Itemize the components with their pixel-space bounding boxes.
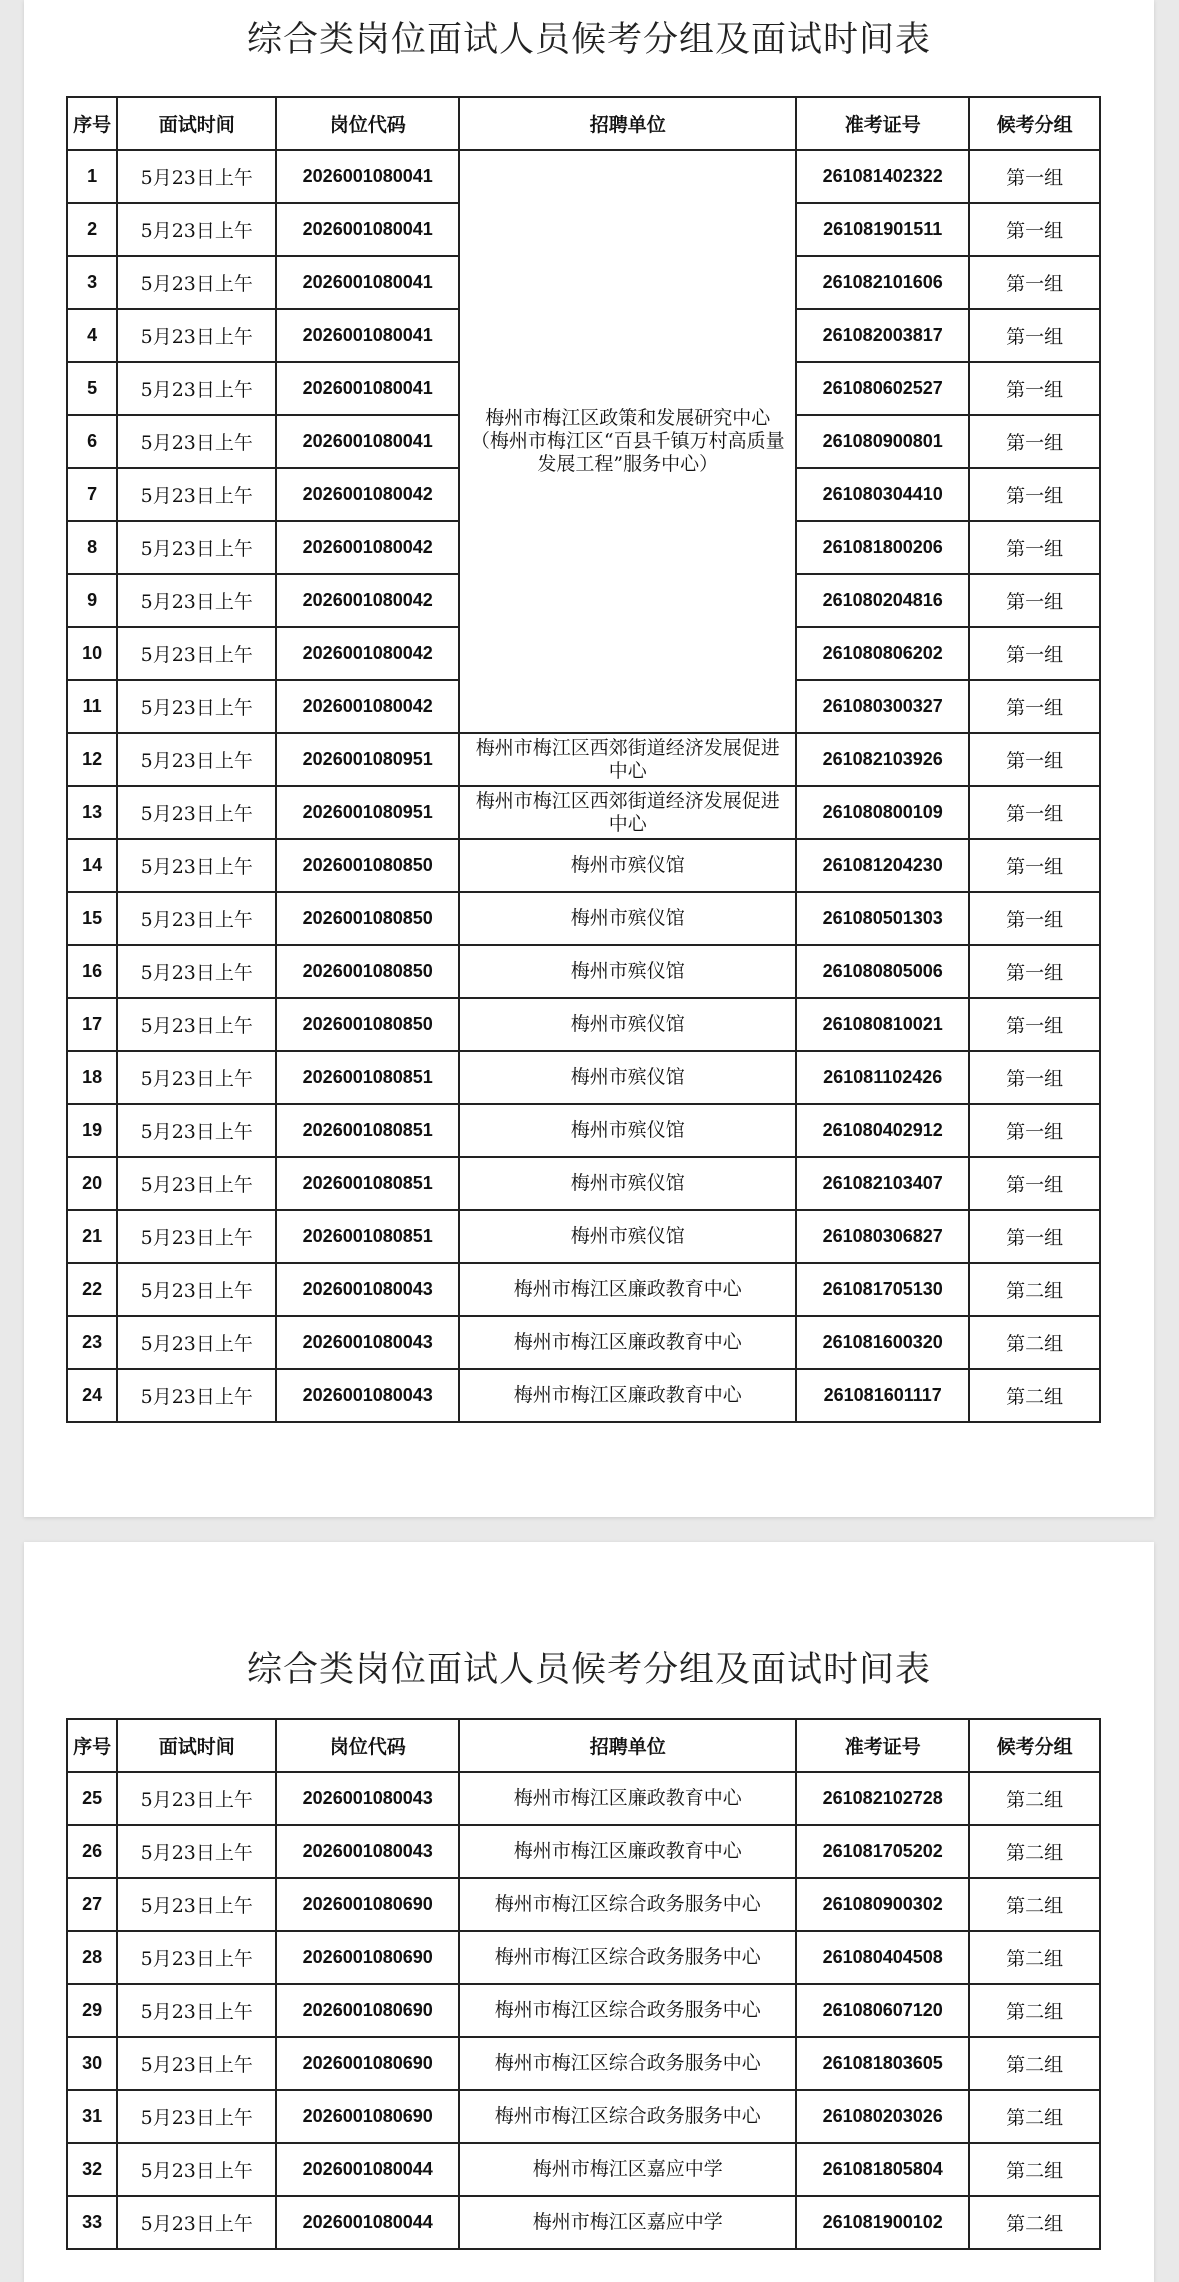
admission-ticket-cell: 261080607120 bbox=[796, 1984, 969, 2037]
table-row bbox=[67, 1104, 1100, 1157]
position-code-cell: 2026001080951 bbox=[276, 786, 459, 839]
admission-ticket-cell: 261080501303 bbox=[796, 892, 969, 945]
admission-ticket-cell: 261081800206 bbox=[796, 521, 969, 574]
interview-time-cell: 5月23日上午 bbox=[117, 627, 276, 680]
table-row bbox=[67, 1210, 1100, 1263]
interview-time-cell: 5月23日上午 bbox=[117, 680, 276, 733]
schedule-table-body bbox=[67, 1772, 1100, 2249]
interview-time-cell: 5月23日上午 bbox=[117, 1825, 276, 1878]
admission-ticket-cell: 261080306827 bbox=[796, 1210, 969, 1263]
admission-ticket-cell: 261080602527 bbox=[796, 362, 969, 415]
admission-ticket-cell: 261080204816 bbox=[796, 574, 969, 627]
hiring-unit-cell: 梅州市殡仪馆 bbox=[459, 1157, 796, 1210]
interview-time-cell: 5月23日上午 bbox=[117, 574, 276, 627]
serial-number-cell: 12 bbox=[67, 733, 117, 786]
admission-ticket-cell: 261082103407 bbox=[796, 1157, 969, 1210]
position-code-cell: 2026001080044 bbox=[276, 2196, 459, 2249]
waiting-group-cell: 第一组 bbox=[969, 309, 1100, 362]
position-code-cell: 2026001080041 bbox=[276, 362, 459, 415]
interview-time-cell: 5月23日上午 bbox=[117, 1263, 276, 1316]
interview-time-cell: 5月23日上午 bbox=[117, 1104, 276, 1157]
position-code-cell: 2026001080041 bbox=[276, 150, 459, 203]
interview-time-cell: 5月23日上午 bbox=[117, 2037, 276, 2090]
hiring-unit-cell: 梅州市殡仪馆 bbox=[459, 998, 796, 1051]
serial-number-cell: 32 bbox=[67, 2143, 117, 2196]
position-code-cell: 2026001080041 bbox=[276, 203, 459, 256]
position-code-cell: 2026001080041 bbox=[276, 415, 459, 468]
admission-ticket-cell: 261081600320 bbox=[796, 1316, 969, 1369]
table-row bbox=[67, 1984, 1100, 2037]
header-serial-number: 序号 bbox=[67, 97, 117, 150]
interview-time-cell: 5月23日上午 bbox=[117, 2090, 276, 2143]
admission-ticket-cell: 261081402322 bbox=[796, 150, 969, 203]
interview-time-cell: 5月23日上午 bbox=[117, 415, 276, 468]
table-row bbox=[67, 998, 1100, 1051]
admission-ticket-cell: 261080805006 bbox=[796, 945, 969, 998]
admission-ticket-cell: 261080304410 bbox=[796, 468, 969, 521]
admission-ticket-cell: 261080402912 bbox=[796, 1104, 969, 1157]
admission-ticket-cell: 261081705130 bbox=[796, 1263, 969, 1316]
serial-number-cell: 30 bbox=[67, 2037, 117, 2090]
waiting-group-cell: 第二组 bbox=[969, 1772, 1100, 1825]
position-code-cell: 2026001080850 bbox=[276, 892, 459, 945]
position-code-cell: 2026001080850 bbox=[276, 839, 459, 892]
schedule-table-body bbox=[67, 150, 1100, 1422]
hiring-unit-merged-cell: 梅州市梅江区政策和发展研究中心（梅州市梅江区“百县千镇万村高质量发展工程”服务中心） bbox=[459, 150, 796, 733]
table-row bbox=[67, 1825, 1100, 1878]
interview-time-cell: 5月23日上午 bbox=[117, 203, 276, 256]
serial-number-cell: 6 bbox=[67, 415, 117, 468]
position-code-cell: 2026001080041 bbox=[276, 309, 459, 362]
serial-number-cell: 1 bbox=[67, 150, 117, 203]
waiting-group-cell: 第二组 bbox=[969, 1931, 1100, 1984]
interview-time-cell: 5月23日上午 bbox=[117, 2196, 276, 2249]
position-code-cell: 2026001080690 bbox=[276, 2090, 459, 2143]
position-code-cell: 2026001080851 bbox=[276, 1104, 459, 1157]
serial-number-cell: 28 bbox=[67, 1931, 117, 1984]
serial-number-cell: 29 bbox=[67, 1984, 117, 2037]
admission-ticket-cell: 261080900801 bbox=[796, 415, 969, 468]
serial-number-cell: 22 bbox=[67, 1263, 117, 1316]
hiring-unit-cell: 梅州市梅江区综合政务服务中心 bbox=[459, 2037, 796, 2090]
hiring-unit-cell: 梅州市殡仪馆 bbox=[459, 839, 796, 892]
hiring-unit-cell: 梅州市殡仪馆 bbox=[459, 1210, 796, 1263]
table-row bbox=[67, 1878, 1100, 1931]
table-row bbox=[67, 1369, 1100, 1422]
hiring-unit-cell: 梅州市梅江区综合政务服务中心 bbox=[459, 2090, 796, 2143]
serial-number-cell: 21 bbox=[67, 1210, 117, 1263]
schedule-table bbox=[66, 1718, 1101, 2250]
hiring-unit-cell: 梅州市梅江区廉政教育中心 bbox=[459, 1369, 796, 1422]
serial-number-cell: 13 bbox=[67, 786, 117, 839]
admission-ticket-cell: 261080404508 bbox=[796, 1931, 969, 1984]
hiring-unit-cell: 梅州市殡仪馆 bbox=[459, 945, 796, 998]
waiting-group-cell: 第二组 bbox=[969, 2196, 1100, 2249]
interview-time-cell: 5月23日上午 bbox=[117, 839, 276, 892]
hiring-unit-cell: 梅州市梅江区嘉应中学 bbox=[459, 2143, 796, 2196]
serial-number-cell: 27 bbox=[67, 1878, 117, 1931]
table-header-row bbox=[67, 97, 1100, 150]
admission-ticket-cell: 261081901511 bbox=[796, 203, 969, 256]
header-admission-ticket: 准考证号 bbox=[796, 97, 969, 150]
admission-ticket-cell: 261081805804 bbox=[796, 2143, 969, 2196]
hiring-unit-cell: 梅州市梅江区廉政教育中心 bbox=[459, 1772, 796, 1825]
waiting-group-cell: 第一组 bbox=[969, 680, 1100, 733]
waiting-group-cell: 第一组 bbox=[969, 945, 1100, 998]
table-row bbox=[67, 1772, 1100, 1825]
document-page-1 bbox=[24, 0, 1154, 1517]
table-row bbox=[67, 2143, 1100, 2196]
serial-number-cell: 9 bbox=[67, 574, 117, 627]
interview-time-cell: 5月23日上午 bbox=[117, 150, 276, 203]
header-admission-ticket: 准考证号 bbox=[796, 1719, 969, 1772]
table-row bbox=[67, 1051, 1100, 1104]
interview-time-cell: 5月23日上午 bbox=[117, 1051, 276, 1104]
header-position-code: 岗位代码 bbox=[276, 1719, 459, 1772]
serial-number-cell: 4 bbox=[67, 309, 117, 362]
waiting-group-cell: 第二组 bbox=[969, 1825, 1100, 1878]
header-interview-time: 面试时间 bbox=[117, 97, 276, 150]
position-code-cell: 2026001080851 bbox=[276, 1210, 459, 1263]
page-title: 综合类岗位面试人员候考分组及面试时间表 bbox=[246, 1650, 931, 1690]
waiting-group-cell: 第一组 bbox=[969, 468, 1100, 521]
admission-ticket-cell: 261080806202 bbox=[796, 627, 969, 680]
waiting-group-cell: 第一组 bbox=[969, 1157, 1100, 1210]
position-code-cell: 2026001080042 bbox=[276, 574, 459, 627]
position-code-cell: 2026001080043 bbox=[276, 1316, 459, 1369]
waiting-group-cell: 第二组 bbox=[969, 1316, 1100, 1369]
serial-number-cell: 15 bbox=[67, 892, 117, 945]
table-row bbox=[67, 892, 1100, 945]
position-code-cell: 2026001080690 bbox=[276, 1984, 459, 2037]
serial-number-cell: 8 bbox=[67, 521, 117, 574]
waiting-group-cell: 第一组 bbox=[969, 786, 1100, 839]
interview-time-cell: 5月23日上午 bbox=[117, 1931, 276, 1984]
position-code-cell: 2026001080851 bbox=[276, 1157, 459, 1210]
table-row bbox=[67, 945, 1100, 998]
position-code-cell: 2026001080041 bbox=[276, 256, 459, 309]
interview-time-cell: 5月23日上午 bbox=[117, 786, 276, 839]
serial-number-cell: 25 bbox=[67, 1772, 117, 1825]
header-hiring-unit: 招聘单位 bbox=[459, 1719, 796, 1772]
interview-time-cell: 5月23日上午 bbox=[117, 468, 276, 521]
table-row bbox=[67, 839, 1100, 892]
hiring-unit-cell: 梅州市殡仪馆 bbox=[459, 1104, 796, 1157]
waiting-group-cell: 第一组 bbox=[969, 574, 1100, 627]
serial-number-cell: 14 bbox=[67, 839, 117, 892]
waiting-group-cell: 第二组 bbox=[969, 2143, 1100, 2196]
table-row bbox=[67, 786, 1100, 839]
hiring-unit-cell: 梅州市梅江区嘉应中学 bbox=[459, 2196, 796, 2249]
interview-time-cell: 5月23日上午 bbox=[117, 1157, 276, 1210]
hiring-unit-cell: 梅州市梅江区西郊街道经济发展促进中心 bbox=[459, 786, 796, 839]
waiting-group-cell: 第一组 bbox=[969, 1051, 1100, 1104]
waiting-group-cell: 第一组 bbox=[969, 839, 1100, 892]
waiting-group-cell: 第一组 bbox=[969, 415, 1100, 468]
header-hiring-unit: 招聘单位 bbox=[459, 97, 796, 150]
interview-time-cell: 5月23日上午 bbox=[117, 309, 276, 362]
position-code-cell: 2026001080043 bbox=[276, 1772, 459, 1825]
position-code-cell: 2026001080690 bbox=[276, 1878, 459, 1931]
header-waiting-group: 候考分组 bbox=[969, 97, 1100, 150]
admission-ticket-cell: 261080810021 bbox=[796, 998, 969, 1051]
waiting-group-cell: 第一组 bbox=[969, 627, 1100, 680]
position-code-cell: 2026001080690 bbox=[276, 1931, 459, 1984]
serial-number-cell: 23 bbox=[67, 1316, 117, 1369]
position-code-cell: 2026001080690 bbox=[276, 2037, 459, 2090]
table-row bbox=[67, 2196, 1100, 2249]
interview-time-cell: 5月23日上午 bbox=[117, 892, 276, 945]
serial-number-cell: 20 bbox=[67, 1157, 117, 1210]
waiting-group-cell: 第一组 bbox=[969, 256, 1100, 309]
hiring-unit-cell: 梅州市梅江区综合政务服务中心 bbox=[459, 1878, 796, 1931]
interview-time-cell: 5月23日上午 bbox=[117, 945, 276, 998]
waiting-group-cell: 第一组 bbox=[969, 1104, 1100, 1157]
serial-number-cell: 5 bbox=[67, 362, 117, 415]
waiting-group-cell: 第一组 bbox=[969, 203, 1100, 256]
hiring-unit-cell: 梅州市梅江区廉政教育中心 bbox=[459, 1263, 796, 1316]
serial-number-cell: 7 bbox=[67, 468, 117, 521]
interview-time-cell: 5月23日上午 bbox=[117, 1878, 276, 1931]
admission-ticket-cell: 261082103926 bbox=[796, 733, 969, 786]
admission-ticket-cell: 261081900102 bbox=[796, 2196, 969, 2249]
interview-time-cell: 5月23日上午 bbox=[117, 521, 276, 574]
header-serial-number: 序号 bbox=[67, 1719, 117, 1772]
serial-number-cell: 26 bbox=[67, 1825, 117, 1878]
table-row bbox=[67, 150, 1100, 203]
serial-number-cell: 31 bbox=[67, 2090, 117, 2143]
header-waiting-group: 候考分组 bbox=[969, 1719, 1100, 1772]
admission-ticket-cell: 261081803605 bbox=[796, 2037, 969, 2090]
document-page-2 bbox=[24, 1542, 1154, 2282]
waiting-group-cell: 第二组 bbox=[969, 2090, 1100, 2143]
interview-time-cell: 5月23日上午 bbox=[117, 1984, 276, 2037]
position-code-cell: 2026001080850 bbox=[276, 945, 459, 998]
position-code-cell: 2026001080850 bbox=[276, 998, 459, 1051]
waiting-group-cell: 第二组 bbox=[969, 1878, 1100, 1931]
table-row bbox=[67, 1316, 1100, 1369]
admission-ticket-cell: 261080800109 bbox=[796, 786, 969, 839]
position-code-cell: 2026001080044 bbox=[276, 2143, 459, 2196]
serial-number-cell: 2 bbox=[67, 203, 117, 256]
interview-time-cell: 5月23日上午 bbox=[117, 256, 276, 309]
waiting-group-cell: 第一组 bbox=[969, 362, 1100, 415]
admission-ticket-cell: 261081705202 bbox=[796, 1825, 969, 1878]
hiring-unit-cell: 梅州市梅江区综合政务服务中心 bbox=[459, 1984, 796, 2037]
serial-number-cell: 11 bbox=[67, 680, 117, 733]
admission-ticket-cell: 261082101606 bbox=[796, 256, 969, 309]
table-row bbox=[67, 733, 1100, 786]
hiring-unit-cell: 梅州市梅江区廉政教育中心 bbox=[459, 1316, 796, 1369]
position-code-cell: 2026001080042 bbox=[276, 468, 459, 521]
serial-number-cell: 19 bbox=[67, 1104, 117, 1157]
hiring-unit-cell: 梅州市殡仪馆 bbox=[459, 892, 796, 945]
waiting-group-cell: 第二组 bbox=[969, 2037, 1100, 2090]
admission-ticket-cell: 261080300327 bbox=[796, 680, 969, 733]
page-title: 综合类岗位面试人员候考分组及面试时间表 bbox=[246, 20, 931, 60]
admission-ticket-cell: 261082003817 bbox=[796, 309, 969, 362]
serial-number-cell: 16 bbox=[67, 945, 117, 998]
interview-time-cell: 5月23日上午 bbox=[117, 2143, 276, 2196]
admission-ticket-cell: 261081204230 bbox=[796, 839, 969, 892]
table-row bbox=[67, 1157, 1100, 1210]
hiring-unit-cell: 梅州市梅江区廉政教育中心 bbox=[459, 1825, 796, 1878]
position-code-cell: 2026001080043 bbox=[276, 1369, 459, 1422]
interview-time-cell: 5月23日上午 bbox=[117, 362, 276, 415]
table-row bbox=[67, 2090, 1100, 2143]
serial-number-cell: 10 bbox=[67, 627, 117, 680]
waiting-group-cell: 第一组 bbox=[969, 521, 1100, 574]
admission-ticket-cell: 261080203026 bbox=[796, 2090, 969, 2143]
position-code-cell: 2026001080951 bbox=[276, 733, 459, 786]
serial-number-cell: 18 bbox=[67, 1051, 117, 1104]
position-code-cell: 2026001080043 bbox=[276, 1825, 459, 1878]
position-code-cell: 2026001080042 bbox=[276, 627, 459, 680]
hiring-unit-cell: 梅州市梅江区综合政务服务中心 bbox=[459, 1931, 796, 1984]
hiring-unit-cell: 梅州市梅江区西郊街道经济发展促进中心 bbox=[459, 733, 796, 786]
position-code-cell: 2026001080851 bbox=[276, 1051, 459, 1104]
serial-number-cell: 3 bbox=[67, 256, 117, 309]
hiring-unit-cell: 梅州市殡仪馆 bbox=[459, 1051, 796, 1104]
table-row bbox=[67, 1263, 1100, 1316]
schedule-table bbox=[66, 96, 1101, 1423]
serial-number-cell: 33 bbox=[67, 2196, 117, 2249]
admission-ticket-cell: 261082102728 bbox=[796, 1772, 969, 1825]
admission-ticket-cell: 261081102426 bbox=[796, 1051, 969, 1104]
table-header-row bbox=[67, 1719, 1100, 1772]
interview-time-cell: 5月23日上午 bbox=[117, 1369, 276, 1422]
position-code-cell: 2026001080042 bbox=[276, 521, 459, 574]
waiting-group-cell: 第一组 bbox=[969, 733, 1100, 786]
admission-ticket-cell: 261081601117 bbox=[796, 1369, 969, 1422]
interview-time-cell: 5月23日上午 bbox=[117, 1772, 276, 1825]
position-code-cell: 2026001080043 bbox=[276, 1263, 459, 1316]
header-interview-time: 面试时间 bbox=[117, 1719, 276, 1772]
serial-number-cell: 17 bbox=[67, 998, 117, 1051]
waiting-group-cell: 第一组 bbox=[969, 998, 1100, 1051]
waiting-group-cell: 第二组 bbox=[969, 1984, 1100, 2037]
header-position-code: 岗位代码 bbox=[276, 97, 459, 150]
waiting-group-cell: 第一组 bbox=[969, 1210, 1100, 1263]
interview-time-cell: 5月23日上午 bbox=[117, 733, 276, 786]
interview-time-cell: 5月23日上午 bbox=[117, 1316, 276, 1369]
waiting-group-cell: 第一组 bbox=[969, 892, 1100, 945]
serial-number-cell: 24 bbox=[67, 1369, 117, 1422]
waiting-group-cell: 第一组 bbox=[969, 150, 1100, 203]
table-row bbox=[67, 2037, 1100, 2090]
admission-ticket-cell: 261080900302 bbox=[796, 1878, 969, 1931]
interview-time-cell: 5月23日上午 bbox=[117, 998, 276, 1051]
interview-time-cell: 5月23日上午 bbox=[117, 1210, 276, 1263]
position-code-cell: 2026001080042 bbox=[276, 680, 459, 733]
waiting-group-cell: 第二组 bbox=[969, 1263, 1100, 1316]
waiting-group-cell: 第二组 bbox=[969, 1369, 1100, 1422]
table-row bbox=[67, 1931, 1100, 1984]
